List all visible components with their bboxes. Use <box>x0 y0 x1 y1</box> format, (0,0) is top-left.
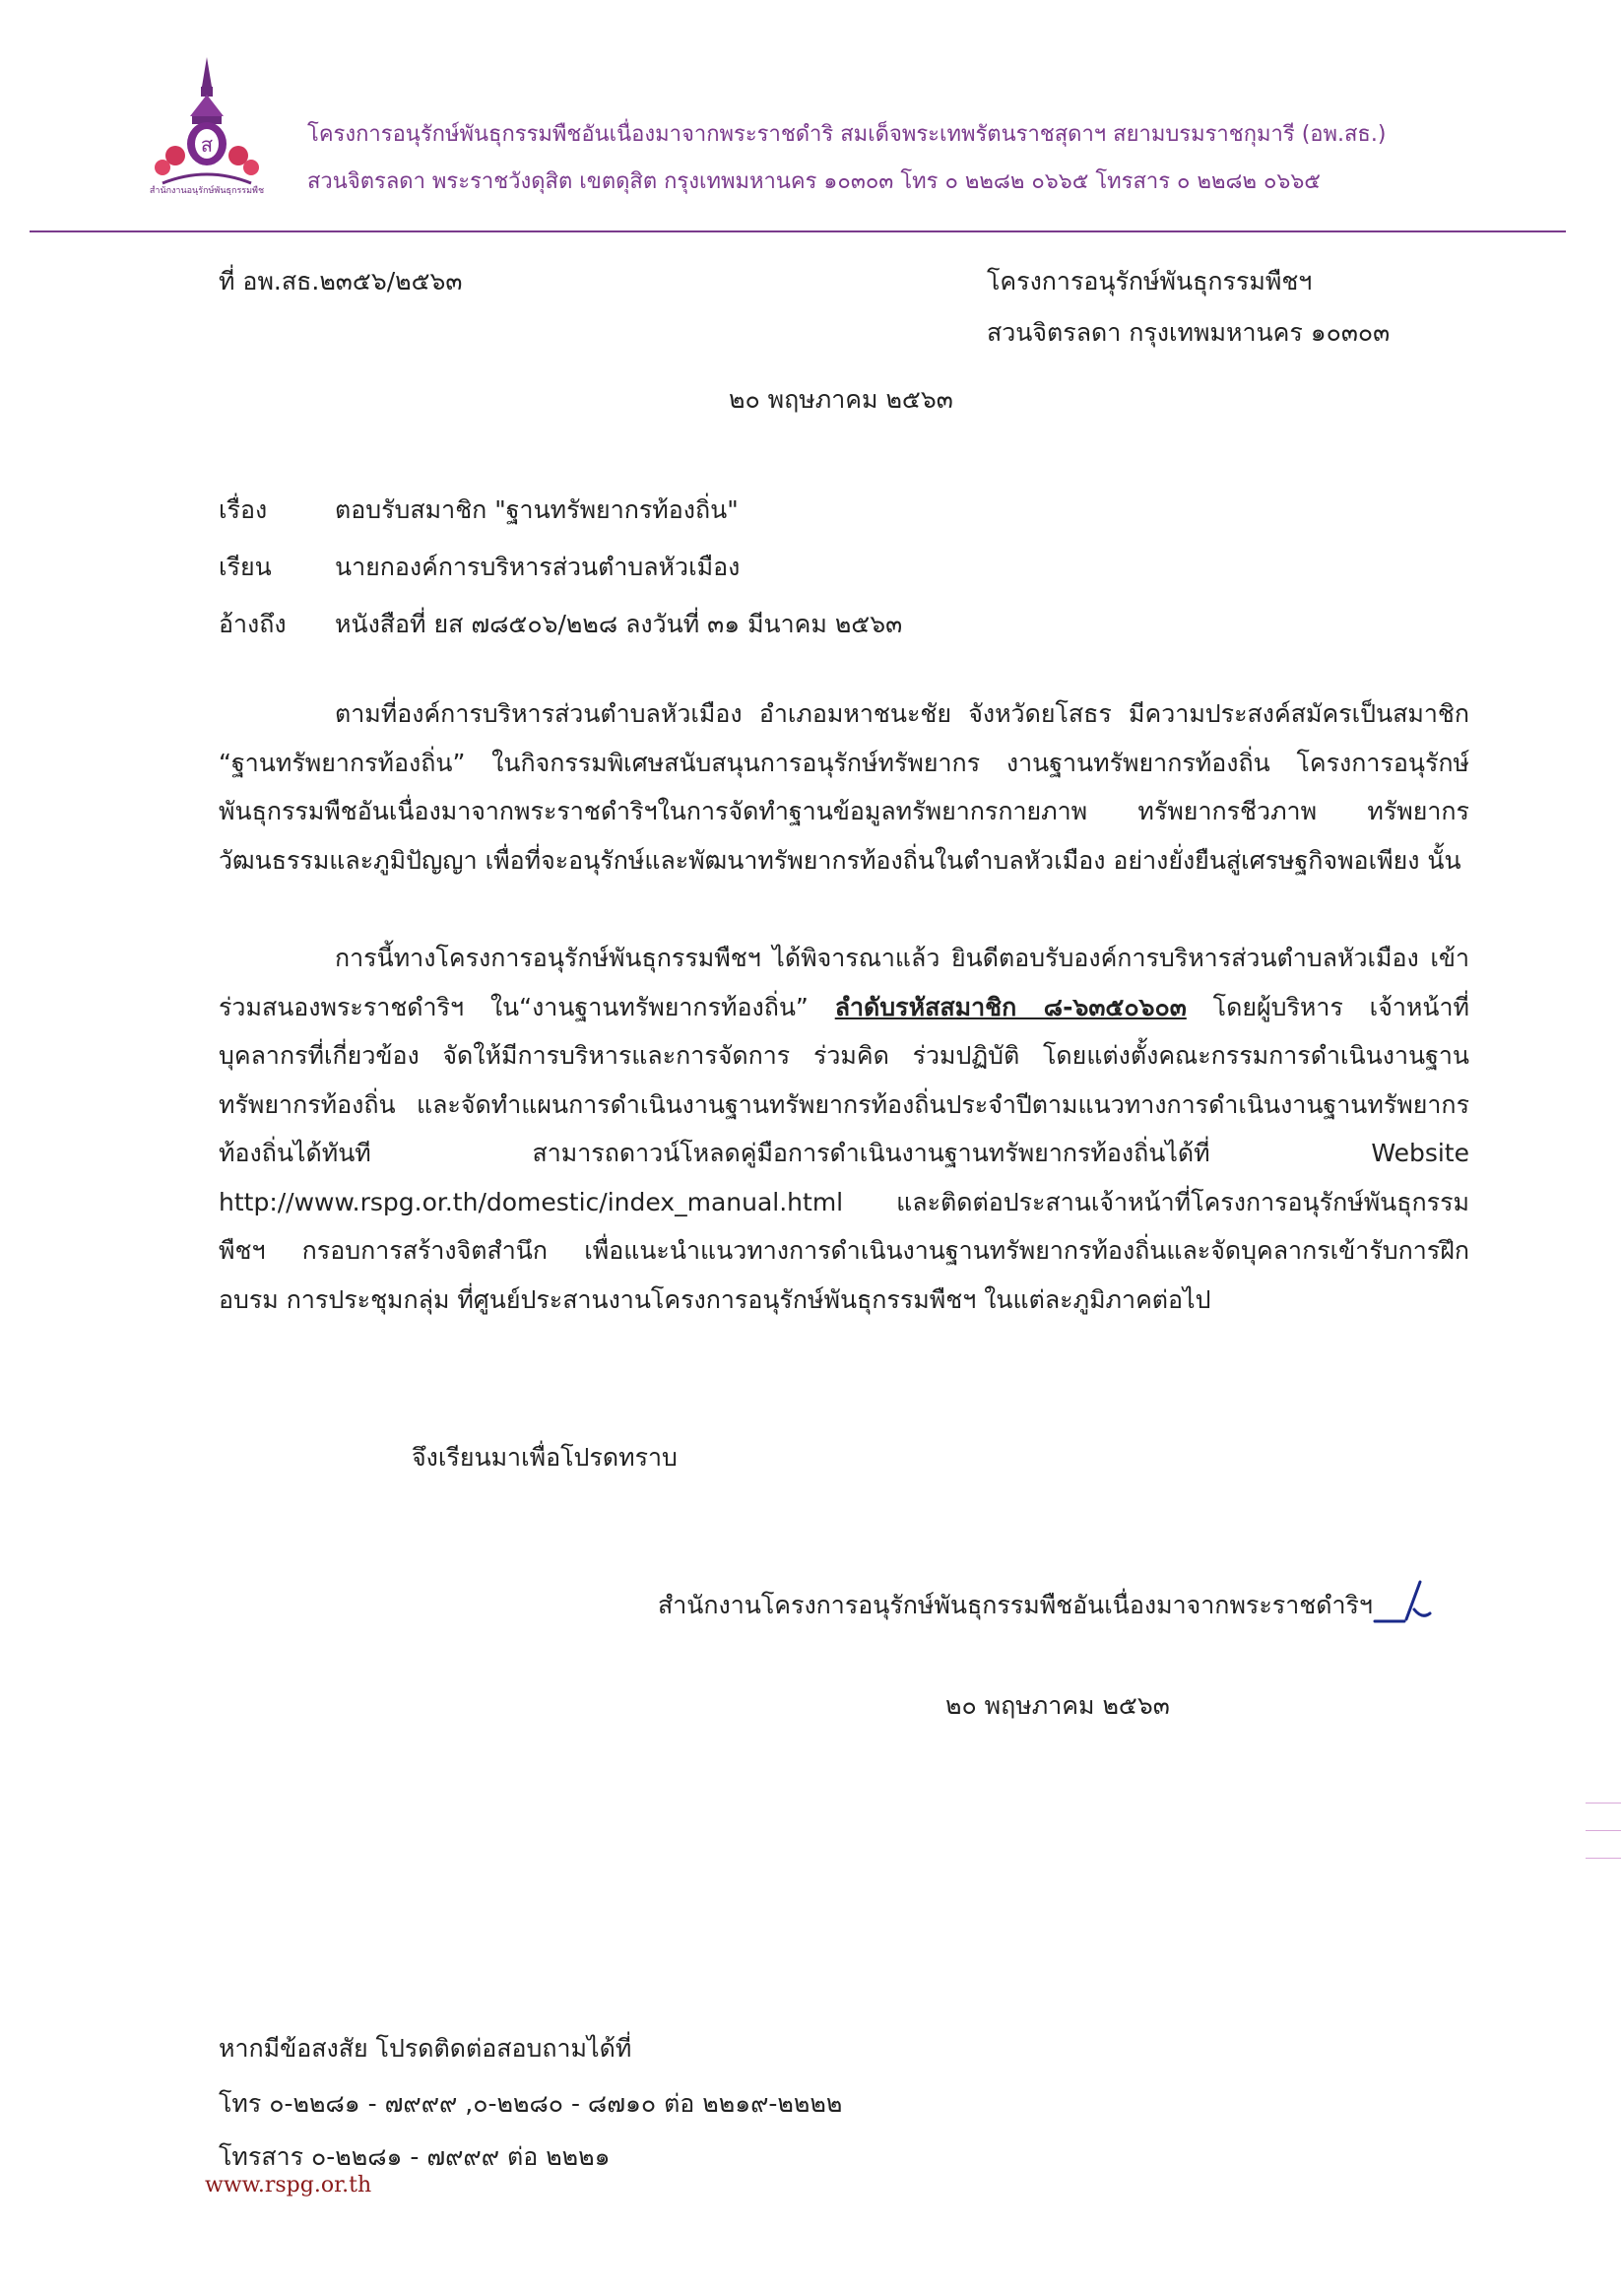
reference-number: ที่ อพ.สธ.๒๓๕๖/๒๕๖๓ <box>219 267 463 295</box>
margin-mark <box>1586 1803 1621 1804</box>
royal-emblem-icon <box>143 57 271 195</box>
subject-label: เรื่อง <box>219 495 268 524</box>
member-code: ลำดับรหัสสมาชิก ๘-๖๓๕๐๖๐๓ <box>834 992 1187 1021</box>
sender-name: โครงการอนุรักษ์พันธุกรรมพืชฯ <box>987 267 1313 295</box>
footer-website-link[interactable]: www.rspg.or.th <box>205 2173 372 2198</box>
svg-text:สำนักงานอนุรักษ์พันธุกรรมพืช: สำนักงานอนุรักษ์พันธุกรรมพืช <box>149 186 265 195</box>
reference-text: หนังสือที่ ยส ๗๘๕๐๖/๒๒๘ ลงวันที่ ๓๑ มีนาคม ๒๕๖๓ <box>335 610 903 638</box>
recipient-text: นายกองค์การบริหารส่วนตำบลหัวเมือง <box>335 553 741 581</box>
body-paragraph-2-rest: โดยผู้บริหาร เจ้าหน้าที่ บุคลากรที่เกี่ยวข้อง จัดให้มีการบริหารและการจัดการ ร่วมคิด ร่วมปฏิบัติ โดยแต่งตั้งคณะกรรมการดำเนินงานฐานทรัพยากรท้องถิ่น และจัดทำแผนการดำเนินงานฐานทรัพยากรท้องถิ่นประจำปีตามแนวทางการดำเนินงานฐานทรัพยากรท้องถิ่นได้ทันที สามารถดาวน์โหลดคู่มือการดำเนินงานฐานทรัพยากรท้องถิ่นได้ที่ Website http://www.rspg.or.th/domestic/index_manual.html และติดต่อประสานเจ้าหน้าที่โครงการอนุรักษ์พันธุกรรมพืชฯ กรอบการสร้างจิตสำนึก เพื่อแนะนำแนวทางการดำเนินงานฐานทรัพยากรท้องถิ่นและจัดบุคลากรเข้ารับการฝึกอบรม การประชุมกลุ่ม ที่ศูนย์ประสานงานโครงการอนุรักษ์พันธุกรรมพืชฯ ในแต่ละภูมิภาคต่อไป <box>219 992 1469 1314</box>
body-paragraph-2 <box>219 934 1469 1324</box>
closing-line: จึงเรียนมาเพื่อโปรดทราบ <box>412 1443 678 1472</box>
margin-mark <box>1586 1858 1621 1859</box>
footer-inquiry: หากมีข้อสงสัย โปรดติดต่อสอบถามได้ที่ <box>219 2034 632 2063</box>
footer-fax: โทรสาร ๐-๒๒๘๑ - ๗๙๙๙ ต่อ ๒๒๒๑ <box>219 2142 611 2171</box>
body-paragraph-1: ตามที่องค์การบริหารส่วนตำบลหัวเมือง อำเภอมหาชนะชัย จังหวัดยโสธร มีความประสงค์สมัครเป็นสมาชิก “ฐานทรัพยากรท้องถิ่น” ในกิจกรรมพิเศษสนับสนุนการอนุรักษ์ทรัพยากร งานฐานทรัพยากรท้องถิ่น โครงการอนุรักษ์พันธุกรรมพืชอันเนื่องมาจากพระราชดำริฯในการจัดทำฐานข้อมูลทรัพยากรกายภาพ ทรัพยากรชีวภาพ ทรัพยากรวัฒนธรรมและภูมิปัญญา เพื่อที่จะอนุรักษ์และพัฒนาทรัพยากรท้องถิ่นในตำบลหัวเมือง อย่างยั่งยืนสู่เศรษฐกิจพอเพียง นั้น <box>219 699 1469 875</box>
handwritten-signature <box>1365 1574 1444 1633</box>
subject-text: ตอบรับสมาชิก "ฐานทรัพยากรท้องถิ่น" <box>335 495 739 524</box>
sender-address: สวนจิตรลดา กรุงเทพมหานคร ๑๐๓๐๓ <box>987 318 1391 347</box>
recipient-label: เรียน <box>219 553 272 581</box>
reference-label: อ้างถึง <box>219 610 287 638</box>
margin-mark <box>1586 1830 1621 1831</box>
footer-phone: โทร ๐-๒๒๘๑ - ๗๙๙๙ ,๐-๒๒๘๐ - ๘๗๑๐ ต่อ ๒๒๑๙-๒๒๒๒ <box>219 2089 843 2118</box>
letter-date: ๒๐ พฤษภาคม ๒๕๖๓ <box>729 385 953 414</box>
svg-text:ส: ส <box>200 133 214 157</box>
signature-date: ๒๐ พฤษภาคม ๒๕๖๓ <box>945 1691 1170 1720</box>
signature-office: สำนักงานโครงการอนุรักษ์พันธุกรรมพืชอันเนื่องมาจากพระราชดำริฯ <box>658 1591 1373 1619</box>
header-organization-name: โครงการอนุรักษ์พันธุกรรมพืชอันเนื่องมาจากพระราชดำริ สมเด็จพระเทพรัตนราชสุดาฯ สยามบรมราชกุมารี (อพ.สธ.) <box>307 122 1387 147</box>
body-paragraph-2-intro: การนี้ทางโครงการอนุรักษ์พันธุกรรมพืชฯ ได้พิจารณาแล้ว ยินดีตอบรับองค์การบริหารส่วนตำบลหัวเมือง เข้าร่วมสนองพระราชดำริฯ ใน“งานฐานทรัพยากรท้องถิ่น” <box>219 944 1469 1021</box>
organization-logo <box>143 57 271 195</box>
header-divider <box>30 230 1566 232</box>
header-organization-address: สวนจิตรลดา พระราชวังดุสิต เขตดุสิต กรุงเทพมหานคร ๑๐๓๐๓ โทร ๐ ๒๒๘๒ ๐๖๖๕ โทรสาร ๐ ๒๒๘๒ ๐๖๖๕ <box>307 169 1321 194</box>
